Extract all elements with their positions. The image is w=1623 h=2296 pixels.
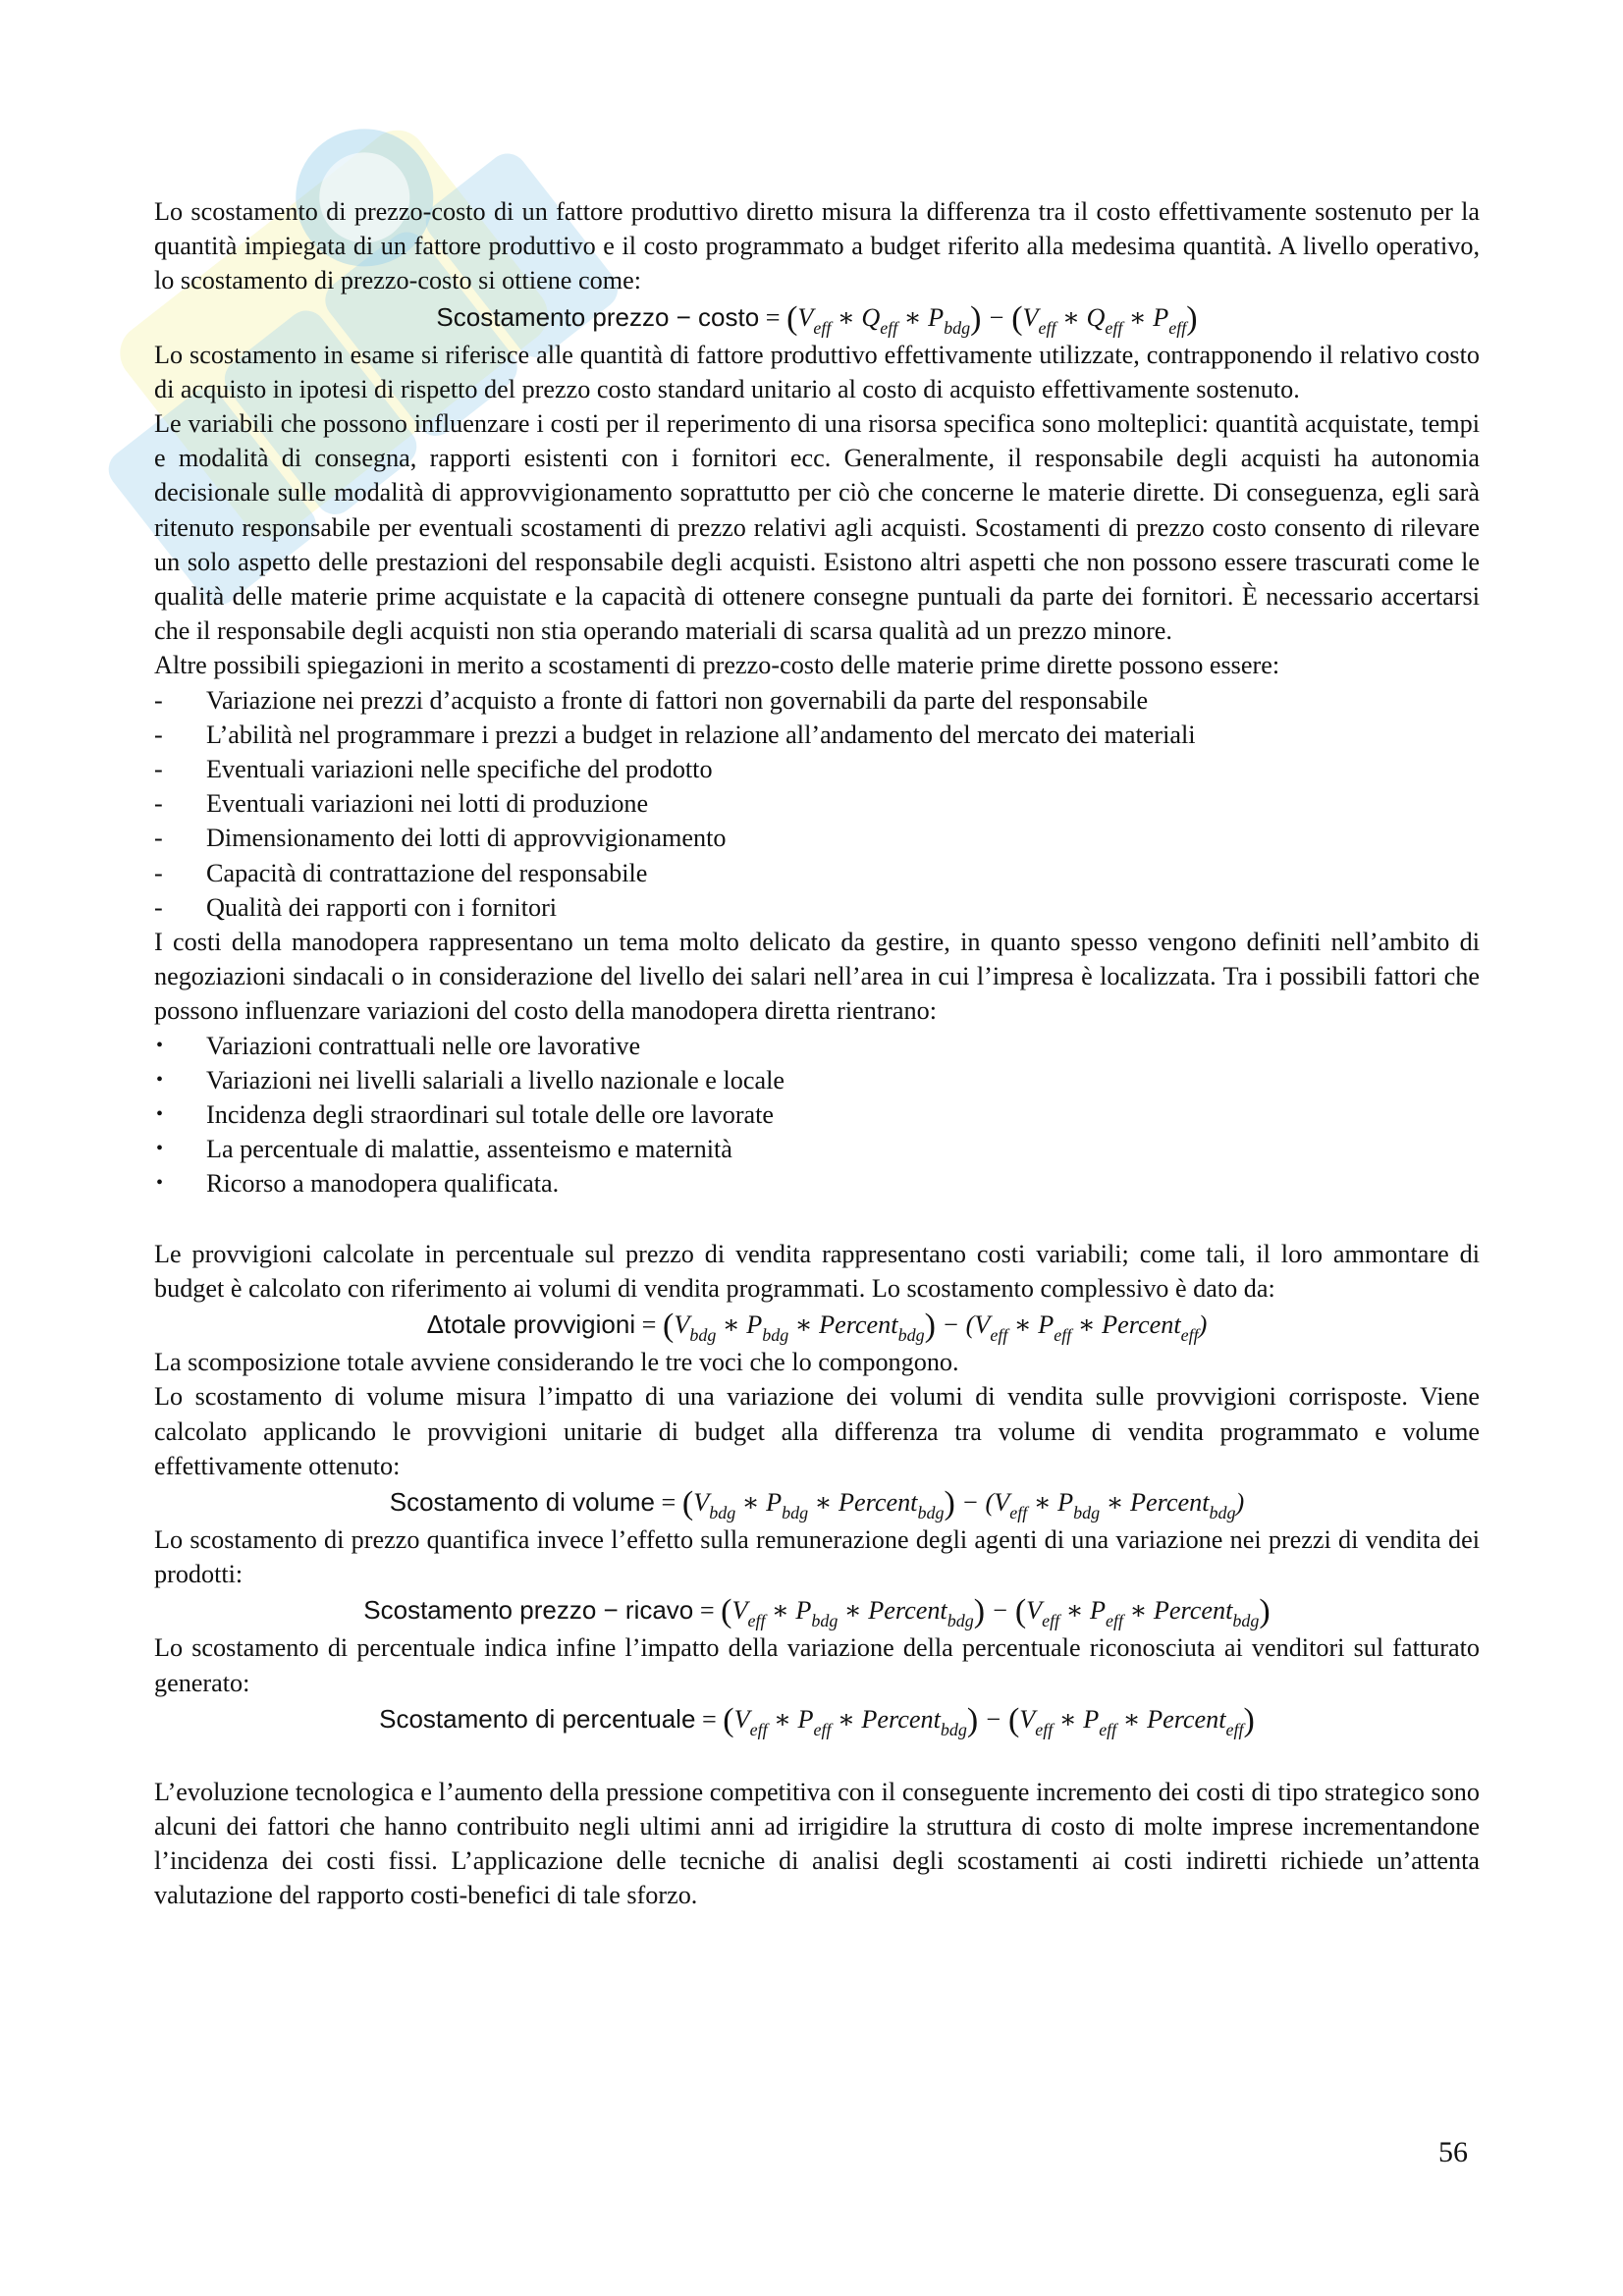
list-item: - Dimensionamento dei lotti di approvvigionamento bbox=[154, 824, 727, 853]
list-item: - Capacità di contrattazione del responsabile bbox=[154, 858, 648, 887]
dash-list bbox=[154, 683, 1480, 925]
paragraph-evoluzione-tecnologica: L’evoluzione tecnologica e l’aumento della pressione competitiva con il conseguente incremento dei costi di tipo strategico sono alcuni dei fattori che hanno contribuito negli ultimi anni ad irrigidire la struttura di costo di molte imprese incrementandone l’incidenza dei costi fissi. L’applicazione delle tecniche di analisi degli scostamenti ai costi indiretti richiede un’attenta valutazione del rapporto costi-benefici di tale sforzo. bbox=[154, 1777, 1480, 1910]
formula-scostamento-percentuale: Scostamento di percentuale = ($V_{eff}$ ∗ $P_{eff}$ ∗ Percent$_{bdg}$) − ($V_{eff}$ ∗ $P_{eff}$ ∗ Percent$_{eff}$) bbox=[379, 1701, 1255, 1739]
bullet-list bbox=[154, 1029, 1480, 1201]
paragraph-costi-manodopera: I costi della manodopera rappresentano un tema molto delicato da gestire, in quanto spesso vengono definiti nell’ambito di negoziazioni sindacali o in considerazione del livello dei salari nell’area in cui l’impresa è localizzata. Tra i possibili fattori che possono influenzare variazioni del costo della manodopera diretta rientrano: bbox=[154, 928, 1480, 1026]
list-item: - L’abilità nel programmare i prezzi a budget in relazione all’andamento del mercato dei materiali bbox=[154, 720, 1196, 749]
list-item: • Incidenza degli straordinari sul totale delle ore lavorate bbox=[156, 1100, 775, 1130]
page-number: 56 bbox=[1438, 2136, 1468, 2168]
list-item: • Variazioni contrattuali nelle ore lavorative bbox=[156, 1031, 641, 1060]
formula-scostamento-volume: Scostamento di volume = ($V_{bdg}$ ∗ $P_{bdg}$ ∗ Percent$_{bdg}$) − ($V_{eff}$ ∗ $P_{bdg}$ ∗ Percent$_{bdg}$) bbox=[389, 1484, 1245, 1522]
list-item: - Eventuali variazioni nelle specifiche del prodotto bbox=[154, 755, 713, 784]
paragraph-scomposizione: La scomposizione totale avviene considerando le tre voci che lo compongono. bbox=[154, 1348, 959, 1377]
paragraph-provvigioni: Le provvigioni calcolate in percentuale sul prezzo di vendita rappresentano costi variabili; come tali, il loro ammontare di budget è calcolato con riferimento ai volumi di vendita programmati. Lo scostamento complessivo è dato da: bbox=[154, 1239, 1480, 1303]
formula-delta-totale-provvigioni: Δtotale provvigioni = ($V_{bdg}$ ∗ $P_{bdg}$ ∗ Percent$_{bdg}$) − ($V_{eff}$ ∗ $P_{eff}$ ∗ Percent$_{eff}$) bbox=[426, 1308, 1208, 1346]
paragraph-quantita-utilizzate: Lo scostamento in esame si riferisce alle quantità di fattore produttivo effettivamente utilizzate, contrapponendo il relativo costo di acquisto in ipotesi di rispetto del prezzo costo standard unitario al costo di acquisto effettivamente sostenuto. bbox=[154, 340, 1480, 403]
formula-scostamento-prezzo-ricavo: Scostamento prezzo − ricavo = ($V_{eff}$ ∗ $P_{bdg}$ ∗ Percent$_{bdg}$) − ($V_{eff}$ ∗ $P_{eff}$ ∗ Percent$_{bdg}$) bbox=[363, 1593, 1271, 1631]
list-item: - Variazione nei prezzi d’acquisto a fronte di fattori non governabili da parte del responsabile bbox=[154, 685, 1149, 715]
list-item: - Eventuali variazioni nei lotti di produzione bbox=[154, 789, 649, 819]
paragraph-scostamento-prezzo-costo: Lo scostamento di prezzo-costo di un fattore produttivo diretto misura la differenza tra il costo effettivamente sostenuto per la quantità impiegata di un fattore produttivo e il costo programmato a budget riferito alla medesima quantità. A livello operativo, lo scostamento di prezzo-costo si ottiene come: bbox=[154, 197, 1480, 295]
paragraph-scostamento-prezzo: Lo scostamento di prezzo quantifica invece l’effetto sulla remunerazione degli agenti di una variazione nei prezzi di vendita dei prodotti: bbox=[154, 1524, 1480, 1589]
paragraph-scostamento-percentuale: Lo scostamento di percentuale indica infine l’impatto della variazione della percentuale riconosciuta ai venditori sul fatturato generato: bbox=[154, 1633, 1480, 1697]
list-item: • Variazioni nei livelli salariali a livello nazionale e locale bbox=[156, 1065, 784, 1095]
paragraph-scostamento-volume: Lo scostamento di volume misura l’impatto di una variazione dei volumi di vendita sulle provvigioni corrisposte. Viene calcolato applicando le provvigioni unitarie di budget alla differenza tra volume di vendita programmato e volume effettivamente ottenuto: bbox=[154, 1382, 1480, 1480]
paragraph-variabili-costi: Le variabili che possono influenzare i costi per il reperimento di una risorsa specifica sono molteplici: quantità acquistate, tempi e modalità di consegna, rapporti esistenti con i fornitori ecc. Generalmente, il responsabile degli acquisti ha autonomia decisionale sulle modalità di approvvigionamento soprattutto per ciò che concerne le materie dirette. Di conseguenza, egli sarà ritenuto responsabile per eventuali scostamenti di prezzo relativi agli acquisti. Scostamenti di prezzo costo consento di rilevare un solo aspetto delle prestazioni del responsabile degli acquisti. Esistono altri aspetti che non possono essere trascurati come le qualità delle materie prime acquistate e la capacità di ottenere consegne puntuali da parte dei fornitori. È necessario accertarsi che il responsabile degli acquisti non stia operando materiali di scarsa qualità ad un prezzo minore. bbox=[154, 409, 1480, 646]
paragraph-altre-spiegazioni: Altre possibili spiegazioni in merito a scostamenti di prezzo-costo delle materie prime dirette possono essere: bbox=[154, 651, 1280, 680]
list-item: • Ricorso a manodopera qualificata. bbox=[156, 1169, 560, 1199]
formula-scostamento-prezzo-costo: Scostamento prezzo − costo = ($V_{eff}$ ∗ $Q_{eff}$ ∗ $P_{bdg}) - (V_{eff}$ ∗ $Q_{eff}$ ∗ $P_{eff}$) bbox=[436, 299, 1198, 338]
list-item: - Qualità dei rapporti con i fornitori bbox=[154, 892, 558, 922]
list-item: • La percentuale di malattie, assenteismo e maternità bbox=[156, 1135, 732, 1164]
document-body bbox=[154, 194, 1480, 1913]
